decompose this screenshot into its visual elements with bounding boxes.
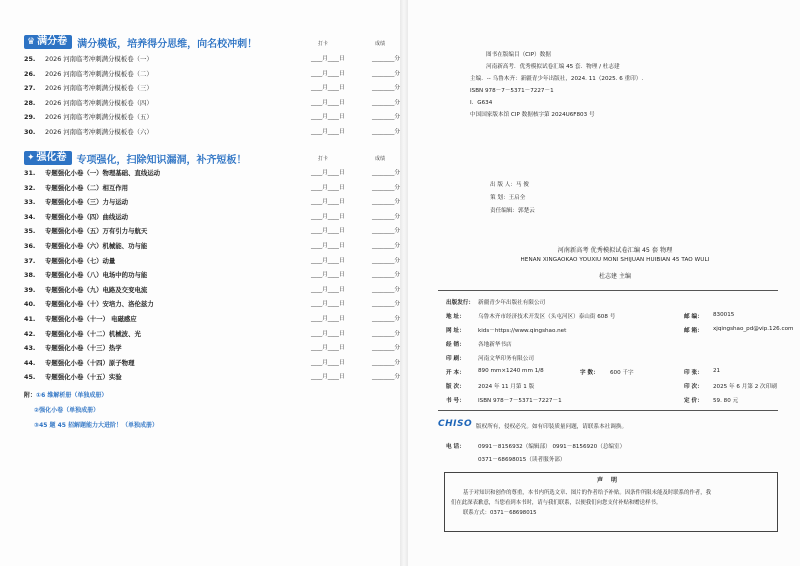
attachment-2: ②强化小卷（单独成册） — [34, 407, 100, 414]
score-blank: ________分 — [372, 85, 400, 92]
attachments-label: 附： — [24, 392, 37, 399]
notice-line-1: 基于对知识和创作的尊重，本书内所选文章、图片的作者给予补贴。因条件所限未能及时联系的作者，我 — [463, 490, 711, 496]
section1-tag-label: 满分卷 — [37, 36, 68, 47]
score-blank: ________分 — [372, 359, 400, 366]
list-item — [24, 371, 400, 384]
price-value: 59. 80 元 — [713, 398, 739, 404]
words-value: 600 千字 — [610, 370, 634, 376]
checkin-date-blank: ____月____日 — [311, 99, 345, 106]
score-blank: ________分 — [372, 99, 400, 106]
list-item — [24, 357, 400, 370]
cip-line-1: 河南新高考．优秀模拟试卷汇编 45 套．物理 / 杜志建 — [486, 64, 620, 70]
section2-tag — [24, 151, 72, 165]
checkin-date-blank: ____月____日 — [311, 70, 345, 77]
list-item — [24, 298, 400, 311]
section2-tag-label: 强化卷 — [36, 152, 67, 163]
item-title: 专题强化小卷（一）物理基础、直线运动 — [45, 169, 161, 177]
item-number: 33. — [24, 198, 36, 207]
item-number: 41. — [24, 315, 36, 323]
credit-publisher: 出 版 人：马 俊 — [490, 182, 529, 188]
section2-checkin-header: 打卡 — [318, 156, 329, 162]
publisher-label: 出版发行： — [446, 300, 474, 306]
item-number: 37. — [24, 256, 36, 265]
checkin-date-blank: ____月____日 — [311, 228, 345, 235]
item-number: 39. — [24, 285, 36, 294]
score-blank: ________分 — [372, 286, 400, 293]
checkin-date-blank: ____月____日 — [311, 184, 345, 191]
cip-line-3: ISBN 978－7－5371－7227－1 — [470, 88, 554, 94]
divider-top — [438, 290, 778, 291]
sheets-label: 印 张： — [684, 370, 703, 376]
cip-line-2: 主编．-- 乌鲁木齐：新疆青少年出版社，2024. 11（2025. 6 重印）. — [470, 76, 644, 82]
score-blank: ________分 — [372, 114, 400, 121]
section1-slogan: 满分模板，培养得分思维，向名校冲刺！ — [77, 38, 258, 50]
words-label: 字 数： — [580, 370, 599, 376]
format-label: 开 本： — [446, 370, 465, 376]
item-title: 专题强化小卷（十四）原子物理 — [45, 358, 135, 367]
website-label: 网 址： — [446, 328, 465, 334]
item-title: 2026 河南临考冲刺满分模板卷（六） — [45, 128, 153, 136]
score-blank: ________分 — [372, 129, 400, 135]
item-title: 专题强化小卷（二）相互作用 — [45, 183, 129, 192]
copyright-text: 版权所有，侵权必究。如有印装质量问题，请联系本社调换。 — [476, 424, 628, 430]
item-number: 30. — [24, 128, 36, 136]
cip-line-4: Ⅰ．G634 — [470, 100, 493, 106]
book-gutter — [400, 0, 408, 566]
postcode-label: 邮 编： — [684, 314, 703, 320]
item-number: 27. — [24, 84, 36, 93]
notice-body — [451, 488, 773, 518]
list-item — [24, 182, 400, 195]
checkin-date-blank: ____月____日 — [311, 301, 345, 308]
checkin-date-blank: ____月____日 — [311, 56, 345, 62]
item-title: 专题强化小卷（四）曲线运动 — [45, 212, 129, 221]
attachment-3: ③45 题 45 招解题能力大进阶！（单独成册） — [34, 422, 159, 429]
crown-icon: ♛ — [27, 37, 36, 47]
seller-value: 各地新华书店 — [478, 342, 512, 348]
book-title: 河南新高考 优秀模拟试卷汇编 45 套 物理 — [557, 247, 673, 254]
notice-box — [444, 472, 778, 532]
list-item — [24, 97, 400, 110]
list-item — [24, 111, 400, 124]
score-blank: ________分 — [372, 316, 400, 322]
checkin-date-blank: ____月____日 — [311, 170, 345, 176]
list-item — [24, 342, 400, 355]
checkin-date-blank: ____月____日 — [311, 316, 345, 322]
checkin-date-blank: ____月____日 — [311, 213, 345, 220]
address-label: 地 址： — [446, 314, 465, 320]
score-blank: ________分 — [372, 243, 400, 249]
item-number: 34. — [24, 212, 36, 221]
item-title: 专题强化小卷（十）安培力、洛伦兹力 — [45, 300, 154, 309]
attachment-1 — [24, 390, 107, 399]
item-title: 专题强化小卷（五）万有引力与航天 — [45, 227, 148, 236]
checkin-date-blank: ____月____日 — [311, 374, 345, 381]
checkin-date-blank: ____月____日 — [311, 243, 345, 249]
item-number: 26. — [24, 69, 36, 78]
score-blank: ________分 — [372, 301, 400, 308]
list-item — [24, 328, 400, 341]
item-number: 35. — [24, 227, 36, 236]
item-title: 专题强化小卷（十一） 电磁感应 — [45, 315, 137, 323]
item-title: 专题强化小卷（十二）机械波、光 — [45, 329, 141, 338]
printing-value: 2025 年 6 月第 2 次印刷 — [713, 384, 777, 390]
item-title: 2026 河南临考冲刺满分模板卷（三） — [45, 84, 153, 93]
checkin-date-blank: ____月____日 — [311, 199, 345, 206]
item-title: 专题强化小卷（八）电场中的功与能 — [45, 271, 148, 280]
website-value: kids－https://www.qingshao.net — [478, 328, 567, 334]
attachment-1-text: ①6 维解析册（单独成册） — [36, 392, 108, 399]
item-title: 专题强化小卷（十三）热学 — [45, 344, 122, 353]
item-title: 专题强化小卷（九）电路及交变电流 — [45, 285, 148, 294]
edition-label: 版 次： — [446, 384, 465, 390]
item-number: 25. — [24, 55, 36, 63]
checkin-date-blank: ____月____日 — [311, 286, 345, 293]
isbn-value: ISBN 978－7－5371－7227－1 — [478, 398, 562, 404]
item-number: 29. — [24, 113, 36, 122]
list-item — [24, 255, 400, 268]
checkin-date-blank: ____月____日 — [311, 272, 345, 279]
item-title: 2026 河南临考冲刺满分模板卷（四） — [45, 98, 153, 107]
list-item — [24, 82, 400, 95]
notice-line-3: 联系方式：0371－68698015 — [463, 510, 537, 516]
cip-line-5: 中国国家版本馆 CIP 数据核字第 2024U6F803 号 — [470, 112, 595, 118]
list-item — [24, 68, 400, 81]
item-title: 2026 河南临考冲刺满分模板卷（五） — [45, 113, 153, 122]
score-blank: ________分 — [372, 184, 400, 191]
section1-score-header: 成绩 — [375, 41, 386, 47]
section2-banner — [24, 150, 247, 166]
phone-line-1: 0991－8156932（编辑部） 0991－8156920（总编室） — [478, 444, 626, 450]
publisher-logo: CHISO — [438, 419, 473, 429]
checkin-date-blank: ____月____日 — [311, 129, 345, 135]
item-title: 2026 河南临考冲刺满分模板卷（二） — [45, 69, 153, 78]
checkin-date-blank: ____月____日 — [311, 85, 345, 92]
printer-value: 河南文华印务有限公司 — [478, 356, 534, 362]
list-item — [24, 284, 400, 297]
credit-planner: 策 划：王启全 — [490, 195, 526, 201]
score-blank: ________分 — [372, 199, 400, 206]
checkin-date-blank: ____月____日 — [311, 114, 345, 121]
item-number: 43. — [24, 344, 36, 353]
postcode-value: 830015 — [713, 312, 735, 318]
checkin-date-blank: ____月____日 — [311, 345, 345, 352]
list-item — [24, 167, 400, 180]
printing-label: 印 次： — [684, 384, 703, 390]
checkin-date-blank: ____月____日 — [311, 257, 345, 264]
phone-label: 电 话： — [446, 444, 465, 450]
list-item — [24, 126, 400, 139]
item-title: 2026 河南临考冲刺满分模板卷（一） — [45, 55, 153, 63]
phone-line-2: 0371－68698015（读者服务部） — [478, 457, 566, 463]
item-number: 28. — [24, 98, 36, 107]
item-title: 专题强化小卷（三）力与运动 — [45, 198, 129, 207]
email-label: 邮 箱： — [684, 328, 703, 334]
credit-editor: 责任编辑：郭楚云 — [490, 208, 535, 214]
list-item — [24, 211, 400, 224]
score-blank: ________分 — [372, 228, 400, 235]
list-item — [24, 196, 400, 209]
section1-tag — [24, 35, 72, 49]
price-label: 定 价： — [684, 398, 703, 404]
list-item — [24, 269, 400, 282]
section2-slogan: 专项强化，扫除知识漏洞，补齐短板！ — [76, 154, 247, 166]
score-blank: ________分 — [372, 257, 400, 264]
score-blank: ________分 — [372, 56, 400, 62]
divider-middle — [438, 410, 778, 411]
edition-value: 2024 年 11 月第 1 版 — [478, 384, 535, 390]
section2-score-header: 成绩 — [375, 156, 386, 162]
section1-checkin-header: 打卡 — [318, 41, 329, 47]
section1-banner — [24, 34, 257, 50]
list-item — [24, 240, 400, 253]
printer-label: 印 刷： — [446, 356, 465, 362]
address-value: 乌鲁木齐市经济技术开发区（头屯河区）泰山街 608 号 — [478, 314, 616, 320]
score-blank: ________分 — [372, 213, 400, 220]
seller-label: 经 销： — [446, 342, 465, 348]
score-blank: ________分 — [372, 170, 400, 176]
notice-line-2: 们在此深表歉意，当您看到本书时，请与我们联系，以便我们向您支付补贴和赠送样书。 — [451, 500, 662, 506]
cip-header: 图书在版编目（CIP）数据 — [486, 52, 551, 58]
list-item — [24, 225, 400, 238]
publisher-value: 新疆青少年出版社有限公司 — [478, 300, 546, 306]
score-blank: ________分 — [372, 330, 400, 337]
item-number: 32. — [24, 183, 36, 192]
score-blank: ________分 — [372, 374, 400, 381]
item-number: 40. — [24, 300, 36, 309]
list-item — [24, 313, 400, 326]
item-title: 专题强化小卷（六）机械能、功与能 — [45, 242, 148, 250]
item-number: 31. — [24, 169, 36, 177]
item-number: 45. — [24, 373, 36, 382]
item-title: 专题强化小卷（十五）实验 — [45, 373, 122, 382]
flame-icon: ✦ — [27, 153, 35, 163]
isbn-label: 书 号： — [446, 398, 465, 404]
item-number: 38. — [24, 271, 36, 280]
format-value: 890 mm×1240 mm 1/8 — [478, 368, 544, 374]
checkin-date-blank: ____月____日 — [311, 330, 345, 337]
email-value: xjqingshao_pd@vip.126.com — [713, 326, 794, 332]
item-number: 42. — [24, 329, 36, 338]
score-blank: ________分 — [372, 345, 400, 352]
notice-title: 声明 — [596, 477, 625, 484]
book-editor: 杜志建 主编 — [599, 273, 631, 280]
item-number: 36. — [24, 242, 36, 250]
book-title-pinyin: HENAN XINGAOKAO YOUXIU MONI SHIJUAN HUIBIAN 45 TAO WULI — [520, 257, 710, 263]
item-title: 专题强化小卷（七）动量 — [45, 256, 116, 265]
item-number: 44. — [24, 358, 36, 367]
sheets-value: 21 — [713, 368, 721, 374]
list-item — [24, 53, 400, 66]
score-blank: ________分 — [372, 70, 400, 77]
checkin-date-blank: ____月____日 — [311, 359, 345, 366]
score-blank: ________分 — [372, 272, 400, 279]
